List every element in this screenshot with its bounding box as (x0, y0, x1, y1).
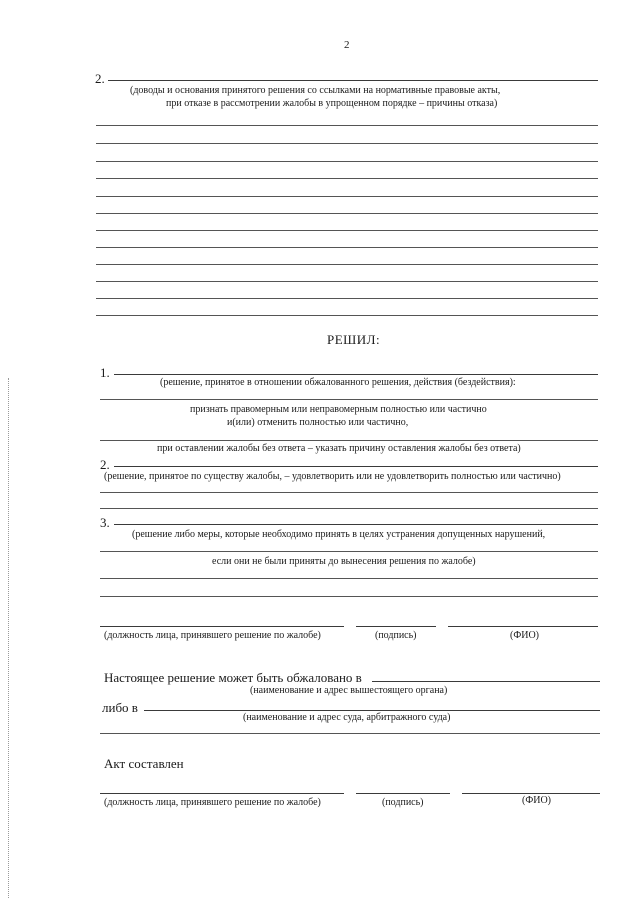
appeal-caption-1: (наименование и адрес вышестоящего органа) (250, 685, 448, 696)
reasons-line[interactable] (96, 125, 598, 126)
decision-2-caption-1: (решение, принятое по существу жалобы, – удовлетворить или не удовлетворить полностью или частично) (104, 471, 561, 482)
name-caption-2: (ФИО) (522, 795, 552, 806)
reasons-line[interactable] (96, 247, 598, 248)
page-number: 2 (344, 39, 350, 51)
reasons-caption-1: (доводы и основания принятого решения со ссылками на нормативные правовые акты, (130, 85, 501, 96)
name-line[interactable] (448, 626, 598, 627)
reasons-line[interactable] (96, 315, 598, 316)
reasons-line[interactable] (96, 143, 598, 144)
name-caption: (ФИО) (510, 630, 540, 641)
decision-2-line[interactable] (114, 466, 598, 467)
decision-3-caption-2: если они не были приняты до вынесения решения по жалобе) (212, 556, 476, 567)
position-caption: (должность лица, принявшего решение по жалобе) (104, 630, 321, 641)
appeal-or-text: либо в (102, 700, 138, 715)
reasons-line[interactable] (96, 298, 598, 299)
reasons-line[interactable] (96, 230, 598, 231)
decision-1-line[interactable] (100, 440, 598, 441)
appeal-body-line[interactable] (372, 681, 600, 682)
decided-heading: РЕШИЛ: (327, 332, 381, 347)
signature-line[interactable] (356, 626, 436, 627)
appeal-court-line[interactable] (144, 710, 600, 711)
position-line[interactable] (100, 626, 344, 627)
decision-3-number: 3. (100, 515, 110, 530)
decision-3-caption-1: (решение либо меры, которые необходимо принять в целях устранения допущенных нарушений, (132, 529, 546, 540)
reasons-line[interactable] (96, 178, 598, 179)
appeal-text: Настоящее решение может быть обжаловано в (104, 670, 362, 685)
reasons-line[interactable] (96, 264, 598, 265)
decision-3-line[interactable] (100, 551, 598, 552)
decision-2-number: 2. (100, 457, 110, 472)
decision-1-line[interactable] (100, 399, 598, 400)
position-caption-2: (должность лица, принявшего решение по жалобе) (104, 797, 321, 808)
reasons-line[interactable] (96, 281, 598, 282)
appeal-extra-line[interactable] (100, 733, 600, 734)
decision-1-caption-1: (решение, принятое в отношении обжалованного решения, действия (бездействия): (160, 377, 516, 388)
signature-caption-2: (подпись) (382, 797, 424, 808)
decision-3-line[interactable] (100, 578, 598, 579)
reasons-line[interactable] (96, 196, 598, 197)
appeal-caption-2: (наименование и адрес суда, арбитражного суда) (243, 712, 451, 723)
decision-1-number: 1. (100, 365, 110, 380)
reasons-line[interactable] (96, 161, 598, 162)
decision-1-line[interactable] (114, 374, 598, 375)
decision-3-line[interactable] (100, 596, 598, 597)
decision-1-caption-3: и(или) отменить полностью или частично, (227, 417, 409, 428)
decision-1-caption-4: при оставлении жалобы без ответа – указать причину оставления жалобы без ответа) (157, 443, 521, 454)
act-heading: Акт составлен (104, 756, 184, 771)
decision-3-line[interactable] (114, 524, 598, 525)
decision-2-line[interactable] (100, 508, 598, 509)
reasons-line[interactable] (96, 213, 598, 214)
name-line-2[interactable] (462, 793, 600, 794)
scan-edge (8, 378, 9, 898)
decision-1-caption-2: признать правомерным или неправомерным полностью или частично (190, 404, 487, 415)
position-line-2[interactable] (100, 793, 344, 794)
signature-line-2[interactable] (356, 793, 450, 794)
signature-caption: (подпись) (375, 630, 417, 641)
decision-2-line[interactable] (100, 492, 598, 493)
reasons-line-1[interactable] (108, 80, 598, 81)
section-2-number: 2. (95, 71, 105, 86)
reasons-caption-2: при отказе в рассмотрении жалобы в упрощенном порядке – причины отказа) (166, 98, 498, 109)
